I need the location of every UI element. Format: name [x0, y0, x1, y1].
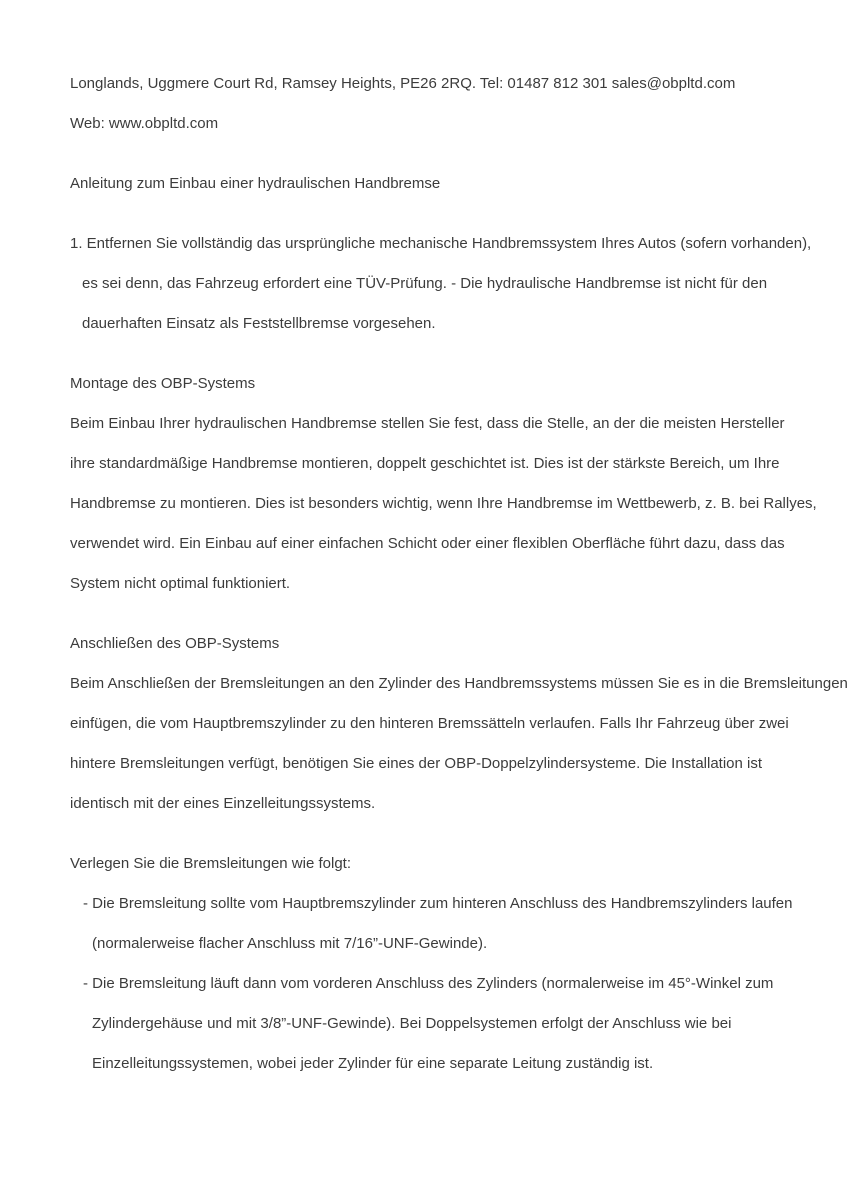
text-line: System nicht optimal funktioniert.: [70, 575, 291, 592]
paragraph-montage: [70, 404, 828, 604]
heading-anschliessen: [70, 624, 828, 664]
text-line: Zylindergehäuse und mit 3/8”-UNF-Gewinde). Bei Doppelsystemen erfolgt der Anschluss wie bei: [92, 1015, 732, 1032]
text-line: Anleitung zum Einbau einer hydraulischen Handbremse: [70, 175, 441, 192]
text-line: ihre standardmäßige Handbremse montieren, doppelt geschichtet ist. Dies ist der stärkste Bereich, um Ihre: [70, 455, 780, 472]
text-line: verwendet wird. Ein Einbau auf einer einfachen Schicht oder einer flexiblen Oberfläche führt dazu, dass das: [70, 535, 785, 552]
text-line: - Die Bremsleitung läuft dann vom vorderen Anschluss des Zylinders (normalerweise im 45°-Winkel zum: [83, 975, 774, 992]
text-line: Longlands, Uggmere Court Rd, Ramsey Heights, PE26 2RQ. Tel: 01487 812 301 sales@obpltd.com: [70, 75, 736, 92]
text-line: Web: www.obpltd.com: [70, 115, 219, 132]
text-line: Verlegen Sie die Bremsleitungen wie folgt:: [70, 855, 352, 872]
text-line: Anschließen des OBP-Systems: [70, 635, 280, 652]
text-line: Montage des OBP-Systems: [70, 375, 256, 392]
text-line: Beim Einbau Ihrer hydraulischen Handbremse stellen Sie fest, dass die Stelle, an der die meisten Hersteller: [70, 415, 785, 432]
paragraph-verlegen-intro: [70, 844, 828, 884]
web-line: [70, 104, 828, 144]
text-line: 1. Entfernen Sie vollständig das ursprüngliche mechanische Handbremssystem Ihres Autos (sofern vorhanden),: [70, 235, 812, 252]
text-line: Einzelleitungssystemen, wobei jeder Zylinder für eine separate Leitung zuständig ist.: [92, 1055, 654, 1072]
step-1: [70, 224, 828, 344]
text-line: einfügen, die vom Hauptbremszylinder zu den hinteren Bremssätteln verlaufen. Falls Ihr Fahrzeug über zwei: [70, 715, 789, 732]
bullet-brake-line-front: [70, 964, 828, 1084]
text-line: Beim Anschließen der Bremsleitungen an den Zylinder des Handbremssystems müssen Sie es in die Bremsleitungen: [70, 675, 848, 692]
text-line: - Die Bremsleitung sollte vom Hauptbremszylinder zum hinteren Anschluss des Handbremszylinders laufen: [83, 895, 793, 912]
bullet-brake-line-rear: [70, 884, 828, 964]
text-line: dauerhaften Einsatz als Feststellbremse vorgesehen.: [82, 315, 436, 332]
heading-montage: [70, 364, 828, 404]
text-line: Handbremse zu montieren. Dies ist besonders wichtig, wenn Ihre Handbremse im Wettbewerb, z. B. bei Rallyes,: [70, 495, 817, 512]
doc-title: [70, 164, 828, 204]
text-line: (normalerweise flacher Anschluss mit 7/16”-UNF-Gewinde).: [92, 935, 488, 952]
text-line: hintere Bremsleitungen verfügt, benötigen Sie eines der OBP-Doppelzylindersysteme. Die Installation ist: [70, 755, 763, 772]
paragraph-anschliessen: [70, 664, 848, 824]
text-line: es sei denn, das Fahrzeug erfordert eine TÜV-Prüfung. - Die hydraulische Handbremse ist nicht für den: [82, 275, 768, 292]
address-line: [70, 64, 828, 104]
text-line: identisch mit der eines Einzelleitungssystems.: [70, 795, 376, 812]
